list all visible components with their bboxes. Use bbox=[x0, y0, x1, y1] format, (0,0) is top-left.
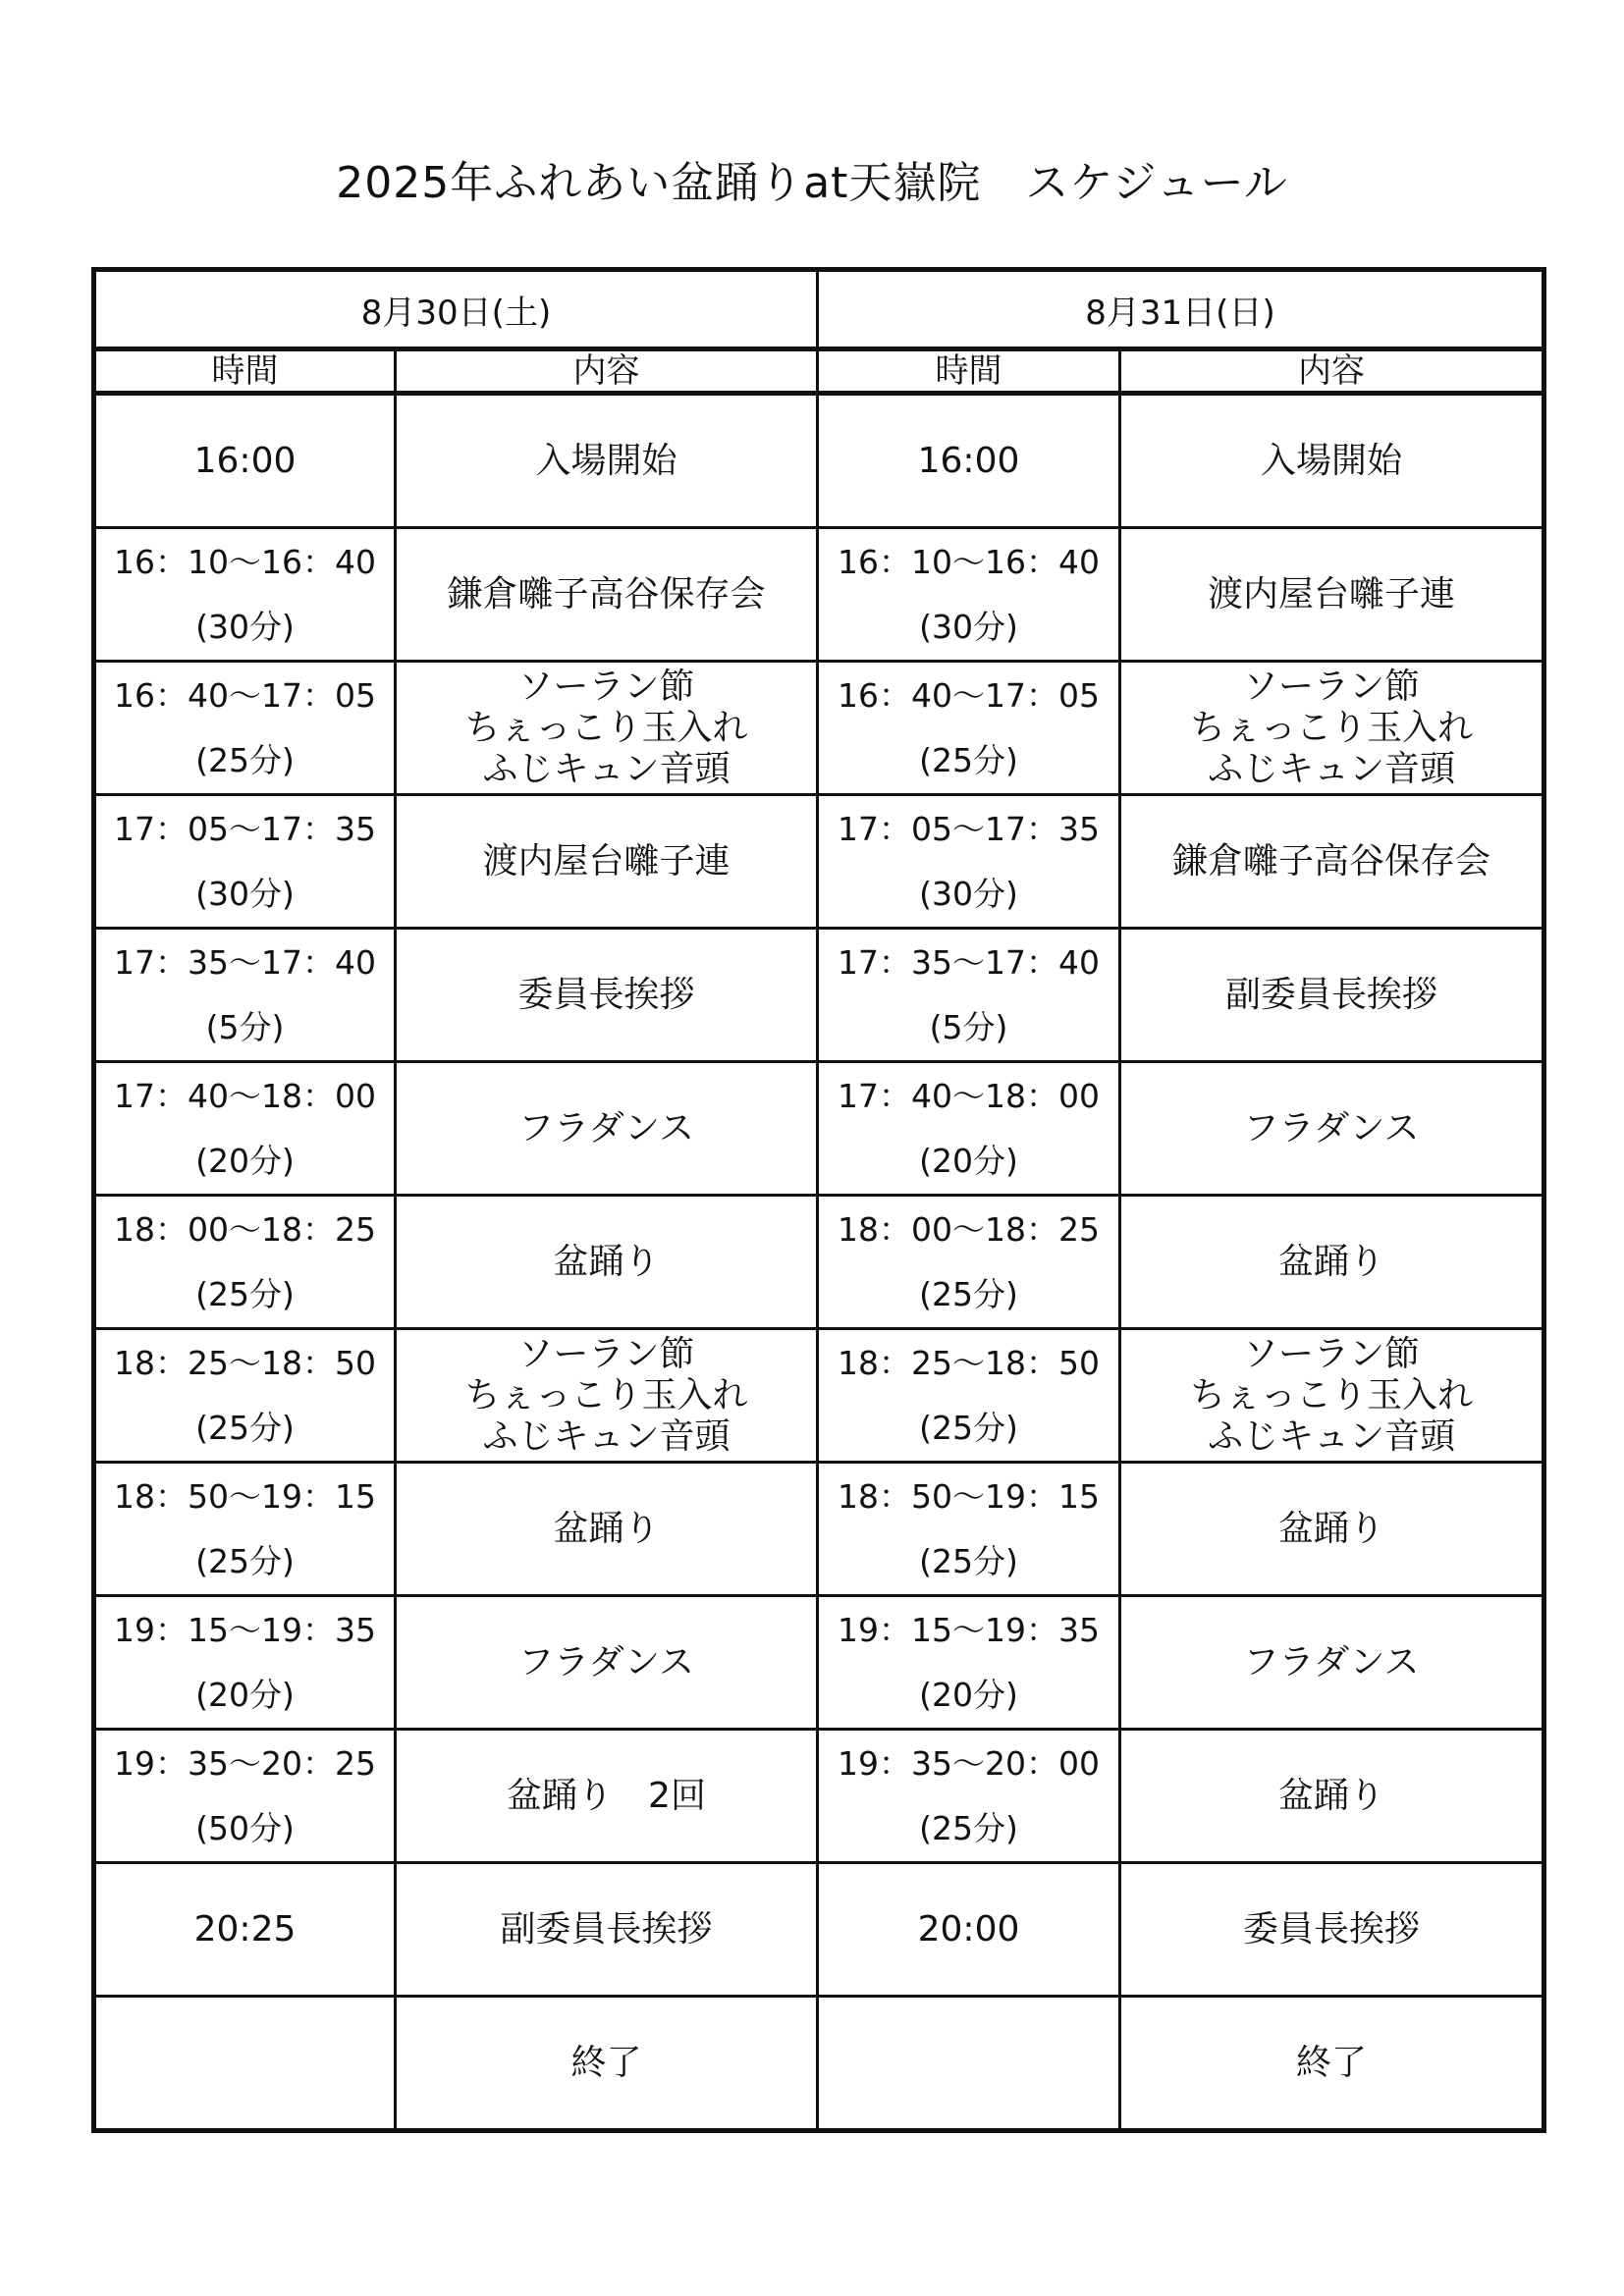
duration: (25分) bbox=[195, 1408, 295, 1447]
schedule-table bbox=[91, 267, 1546, 2133]
time-cell bbox=[818, 394, 1120, 528]
program-item: 盆踊り bbox=[1277, 1508, 1384, 1549]
time-cell bbox=[94, 929, 396, 1062]
duration: (20分) bbox=[195, 1141, 295, 1180]
schedule-row bbox=[94, 795, 1544, 929]
duration: (20分) bbox=[195, 1675, 295, 1714]
time-range: 19：15〜19：35 bbox=[838, 1610, 1100, 1649]
content-cell bbox=[396, 662, 818, 795]
content-cell bbox=[1120, 1196, 1544, 1329]
time-cell bbox=[94, 528, 396, 662]
duration: (5分) bbox=[205, 1007, 285, 1046]
time-range: 17：05〜17：35 bbox=[114, 809, 376, 848]
time-cell bbox=[818, 662, 1120, 795]
content-cell bbox=[1120, 1463, 1544, 1596]
content-cell bbox=[396, 394, 818, 528]
time-cell bbox=[818, 929, 1120, 1062]
program-item: 入場開始 bbox=[1260, 440, 1402, 481]
time-range: 16:00 bbox=[193, 441, 297, 481]
time-cell bbox=[818, 1463, 1120, 1596]
program-item: 副委員長挨拶 bbox=[1224, 974, 1437, 1015]
time-cell bbox=[818, 1329, 1120, 1463]
content-cell bbox=[396, 1596, 818, 1730]
schedule-row bbox=[94, 1062, 1544, 1196]
time-cell bbox=[818, 1997, 1120, 2131]
duration: (30分) bbox=[919, 874, 1018, 913]
time-cell bbox=[94, 1196, 396, 1329]
schedule-row bbox=[94, 1863, 1544, 1997]
time-cell bbox=[818, 1196, 1120, 1329]
time-cell bbox=[818, 1062, 1120, 1196]
program-item: フラダンス bbox=[1243, 1641, 1420, 1682]
schedule-row bbox=[94, 394, 1544, 528]
day-header-sat: 8月30日(土) bbox=[94, 270, 818, 349]
time-range: 19：35〜20：25 bbox=[114, 1743, 376, 1783]
schedule-row bbox=[94, 1997, 1544, 2131]
time-range: 18：50〜19：15 bbox=[838, 1476, 1100, 1516]
content-cell bbox=[1120, 1863, 1544, 1997]
duration: (25分) bbox=[919, 1808, 1018, 1847]
program-item: ソーラン節 bbox=[517, 666, 695, 707]
duration: (30分) bbox=[195, 874, 295, 913]
program-item: ふじキュン音頭 bbox=[1207, 1415, 1455, 1457]
program-item: 終了 bbox=[1295, 2042, 1367, 2083]
col-header-time-sun: 時間 bbox=[818, 349, 1120, 394]
duration: (25分) bbox=[195, 1541, 295, 1580]
content-cell bbox=[1120, 528, 1544, 662]
program-item: 渡内屋台囃子連 bbox=[1207, 573, 1455, 614]
program-item: ふじキュン音頭 bbox=[482, 1415, 731, 1457]
program-item: 委員長挨拶 bbox=[517, 974, 695, 1015]
content-cell bbox=[1120, 1596, 1544, 1730]
content-cell bbox=[1120, 662, 1544, 795]
program-item: 鎌倉囃子高谷保存会 bbox=[447, 573, 766, 614]
duration: (25分) bbox=[919, 1541, 1018, 1580]
program-item: ふじキュン音頭 bbox=[1207, 748, 1455, 789]
time-cell bbox=[818, 795, 1120, 929]
time-cell bbox=[818, 1863, 1120, 1997]
program-item: ソーラン節 bbox=[517, 1333, 695, 1374]
col-header-time-sat: 時間 bbox=[94, 349, 396, 394]
time-range: 16：10〜16：40 bbox=[114, 542, 376, 581]
col-header-content-sat: 内容 bbox=[396, 349, 818, 394]
time-cell bbox=[94, 394, 396, 528]
time-cell bbox=[94, 1863, 396, 1997]
program-item: 委員長挨拶 bbox=[1242, 1908, 1420, 1949]
program-item: 終了 bbox=[570, 2042, 642, 2083]
time-range: 17：35〜17：40 bbox=[838, 942, 1100, 982]
program-item: 副委員長挨拶 bbox=[500, 1908, 713, 1949]
program-item: 盆踊り 2回 bbox=[507, 1775, 706, 1816]
time-range: 20:00 bbox=[917, 1909, 1020, 1949]
time-range: 16：40〜17：05 bbox=[114, 675, 376, 715]
program-item: 盆踊り bbox=[1277, 1775, 1384, 1816]
program-item: フラダンス bbox=[1243, 1107, 1420, 1148]
schedule-row bbox=[94, 1329, 1544, 1463]
schedule-row bbox=[94, 1730, 1544, 1863]
program-item: 鎌倉囃子高谷保存会 bbox=[1171, 840, 1490, 881]
content-cell bbox=[396, 1062, 818, 1196]
program-item: 盆踊り bbox=[553, 1508, 660, 1549]
page-title: 2025年ふれあい盆踊りat天嶽院 スケジュール bbox=[336, 158, 1288, 208]
schedule-row bbox=[94, 1463, 1544, 1596]
duration: (25分) bbox=[919, 740, 1018, 779]
content-cell bbox=[1120, 1062, 1544, 1196]
program-item: ちぇっこり玉入れ bbox=[1189, 707, 1473, 748]
program-item: 盆踊り bbox=[553, 1241, 660, 1282]
time-cell bbox=[94, 1997, 396, 2131]
schedule-row bbox=[94, 1196, 1544, 1329]
time-cell bbox=[94, 795, 396, 929]
content-cell bbox=[1120, 394, 1544, 528]
content-cell bbox=[396, 795, 818, 929]
time-cell bbox=[818, 1596, 1120, 1730]
content-cell bbox=[1120, 1730, 1544, 1863]
content-cell bbox=[396, 1329, 818, 1463]
time-range: 17：40〜18：00 bbox=[838, 1076, 1100, 1115]
time-range: 18：00〜18：25 bbox=[114, 1209, 376, 1249]
duration: (25分) bbox=[919, 1274, 1018, 1313]
duration: (30分) bbox=[919, 607, 1018, 646]
duration: (30分) bbox=[195, 607, 295, 646]
schedule-row bbox=[94, 528, 1544, 662]
duration: (25分) bbox=[919, 1408, 1018, 1447]
time-range: 20:25 bbox=[193, 1909, 297, 1949]
duration: (20分) bbox=[919, 1675, 1018, 1714]
content-cell bbox=[396, 1730, 818, 1863]
schedule-row bbox=[94, 929, 1544, 1062]
time-range: 19：15〜19：35 bbox=[114, 1610, 376, 1649]
time-cell bbox=[94, 1730, 396, 1863]
time-cell bbox=[94, 1329, 396, 1463]
time-range: 18：50〜19：15 bbox=[114, 1476, 376, 1516]
content-cell bbox=[396, 929, 818, 1062]
duration: (25分) bbox=[195, 740, 295, 779]
content-cell bbox=[1120, 795, 1544, 929]
time-range: 18：00〜18：25 bbox=[838, 1209, 1100, 1249]
program-item: ソーラン節 bbox=[1242, 1333, 1420, 1374]
schedule-row bbox=[94, 1596, 1544, 1730]
program-item: フラダンス bbox=[518, 1107, 694, 1148]
program-item: フラダンス bbox=[518, 1641, 694, 1682]
content-cell bbox=[396, 528, 818, 662]
program-item: ちぇっこり玉入れ bbox=[1189, 1374, 1473, 1415]
content-cell bbox=[396, 1863, 818, 1997]
schedule-row bbox=[94, 662, 1544, 795]
program-item: 渡内屋台囃子連 bbox=[482, 840, 731, 881]
content-cell bbox=[396, 1997, 818, 2131]
duration: (5分) bbox=[929, 1007, 1008, 1046]
time-range: 16：10〜16：40 bbox=[838, 542, 1100, 581]
duration: (50分) bbox=[195, 1808, 295, 1847]
time-range: 18：25〜18：50 bbox=[838, 1343, 1100, 1382]
time-range: 16：40〜17：05 bbox=[838, 675, 1100, 715]
time-cell bbox=[94, 1463, 396, 1596]
program-item: 入場開始 bbox=[535, 440, 677, 481]
program-item: 盆踊り bbox=[1277, 1241, 1384, 1282]
time-range: 17：05〜17：35 bbox=[838, 809, 1100, 848]
time-range: 18：25〜18：50 bbox=[114, 1343, 376, 1382]
time-range: 17：35〜17：40 bbox=[114, 942, 376, 982]
time-cell bbox=[818, 528, 1120, 662]
content-cell bbox=[396, 1463, 818, 1596]
time-cell bbox=[94, 1596, 396, 1730]
time-range: 16:00 bbox=[917, 441, 1020, 481]
program-item: ソーラン節 bbox=[1242, 666, 1420, 707]
time-range: 19：35〜20：00 bbox=[838, 1743, 1100, 1783]
content-cell bbox=[1120, 929, 1544, 1062]
program-item: ちぇっこり玉入れ bbox=[464, 1374, 748, 1415]
content-cell bbox=[1120, 1329, 1544, 1463]
time-range: 17：40〜18：00 bbox=[114, 1076, 376, 1115]
program-item: ちぇっこり玉入れ bbox=[464, 707, 748, 748]
time-cell bbox=[94, 662, 396, 795]
duration: (20分) bbox=[919, 1141, 1018, 1180]
content-cell bbox=[1120, 1997, 1544, 2131]
day-header-sun: 8月31日(日) bbox=[818, 270, 1544, 349]
time-cell bbox=[94, 1062, 396, 1196]
time-cell bbox=[818, 1730, 1120, 1863]
content-cell bbox=[396, 1196, 818, 1329]
program-item: ふじキュン音頭 bbox=[482, 748, 731, 789]
duration: (25分) bbox=[195, 1274, 295, 1313]
col-header-content-sun: 内容 bbox=[1120, 349, 1544, 394]
